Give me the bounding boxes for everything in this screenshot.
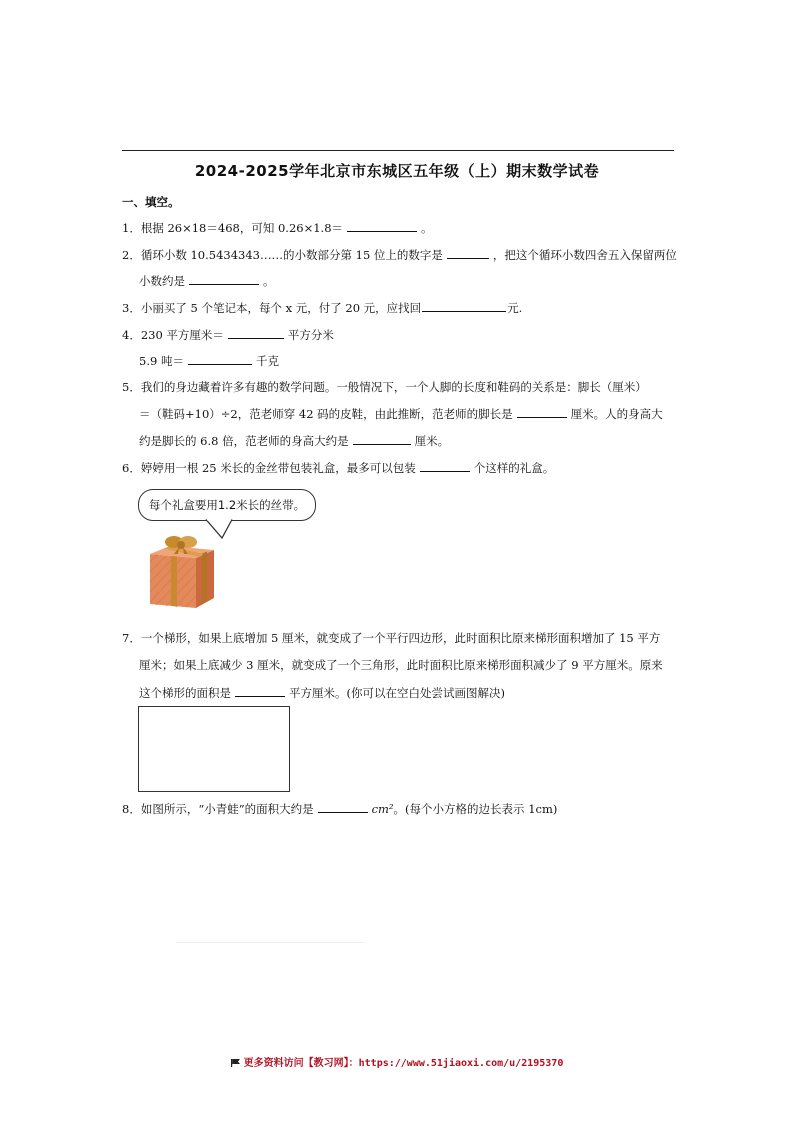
question-4-text-c: 5.9 吨＝ [139, 354, 184, 368]
answer-blank-2a[interactable] [447, 246, 489, 259]
question-6-end: 个这样的礼盒。 [473, 461, 555, 475]
question-7-line-2: 厘米；如果上底减少 3 厘米，就变成了一个三角形，此时面积比原来梯形面积减少了 9 平方厘米。原来 [139, 658, 663, 672]
question-7-line-3 [139, 684, 505, 701]
question-1 [122, 219, 433, 236]
question-8-text: 8．如图所示，“小青蛙”的面积大约是 [122, 802, 314, 816]
answer-blank-8[interactable] [318, 800, 368, 813]
answer-blank-1[interactable] [347, 219, 417, 232]
question-4-text-a: 4．230 平方厘米＝ [122, 328, 224, 342]
question-4-line-2 [139, 352, 279, 369]
question-7-line-1: 7．一个梯形，如果上底增加 5 厘米，就变成了一个平行四边形，此时面积比原来梯形面积增加了 15 平方 [122, 631, 661, 645]
answer-blank-5b[interactable] [353, 432, 411, 445]
question-8-end: 。(每个小方格的边长表示 1cm) [393, 802, 558, 816]
question-5-line-2 [139, 405, 663, 422]
answer-blank-3[interactable] [422, 299, 506, 312]
answer-blank-4b[interactable] [188, 352, 252, 365]
question-2-text-c: 小数约是 [139, 274, 185, 288]
question-5-text-a: ＝（鞋码+10）÷2，范老师穿 42 码的皮鞋，由此推断，范老师的脚长是 [139, 407, 513, 421]
answer-blank-6[interactable] [420, 459, 470, 472]
question-8 [122, 800, 557, 817]
gift-box-icon [144, 532, 218, 610]
question-3-end: 元. [507, 301, 523, 315]
question-1-end: 。 [421, 221, 433, 235]
question-7-text-b: 平方厘米。(你可以在空白处尝试画图解决) [289, 686, 505, 700]
question-5-line-1: 5．我们的身边藏着许多有趣的数学问题。一般情况下，一个人脚的长度和鞋码的关系是：脚长（厘米） [122, 380, 647, 394]
question-5-text-d: 厘米。 [414, 434, 450, 448]
speech-bubble: 每个礼盒要用1.2米长的丝带。 [138, 489, 316, 521]
answer-blank-4a[interactable] [228, 326, 284, 339]
footer-link[interactable] [0, 1054, 794, 1069]
section-heading-fill-blank: 一、填空。 [122, 195, 180, 209]
question-2-line-2 [139, 272, 275, 289]
question-8-unit: cm² [371, 802, 394, 816]
faint-divider [176, 942, 366, 943]
answer-blank-5a[interactable] [517, 405, 567, 418]
question-4-line-1 [122, 326, 334, 343]
question-4-text-d: 千克 [255, 354, 279, 368]
question-5-text-b: 厘米。人的身高大 [570, 407, 663, 421]
question-2-text-b: ，把这个循环小数四舍五入保留两位 [492, 248, 677, 262]
question-2-text-d: 。 [263, 274, 275, 288]
footer-text: 更多资料访问【教习网】：https://www.51jiaoxi.com/u/2195370 [243, 1058, 564, 1069]
drawing-area[interactable] [138, 706, 290, 792]
flag-icon [231, 1059, 240, 1067]
question-4-text-b: 平方分米 [287, 328, 334, 342]
header-rule [122, 150, 674, 151]
answer-blank-7[interactable] [235, 684, 285, 697]
question-6-text: 6．婷婷用一根 25 米长的金丝带包装礼盒，最多可以包装 [122, 461, 416, 475]
answer-blank-2b[interactable] [189, 272, 259, 285]
question-7-text-a: 这个梯形的面积是 [139, 686, 231, 700]
question-3-text: 3．小丽买了 5 个笔记本，每个 x 元，付了 20 元，应找回 [122, 301, 422, 315]
question-3 [122, 299, 522, 316]
question-1-text: 1．根据 26×18＝468，可知 0.26×1.8＝ [122, 221, 344, 235]
question-5-text-c: 约是脚长的 6.8 倍，范老师的身高大约是 [139, 434, 349, 448]
question-2-text-a: 2．循环小数 10.5434343……的小数部分第 15 位上的数字是 [122, 248, 443, 262]
question-6 [122, 459, 554, 476]
speech-bubble-tail [0, 0, 794, 560]
page-title: 2024-2025学年北京市东城区五年级（上）期末数学试卷 [194, 162, 600, 180]
question-5-line-3 [139, 432, 449, 449]
question-2-line-1 [122, 246, 677, 263]
